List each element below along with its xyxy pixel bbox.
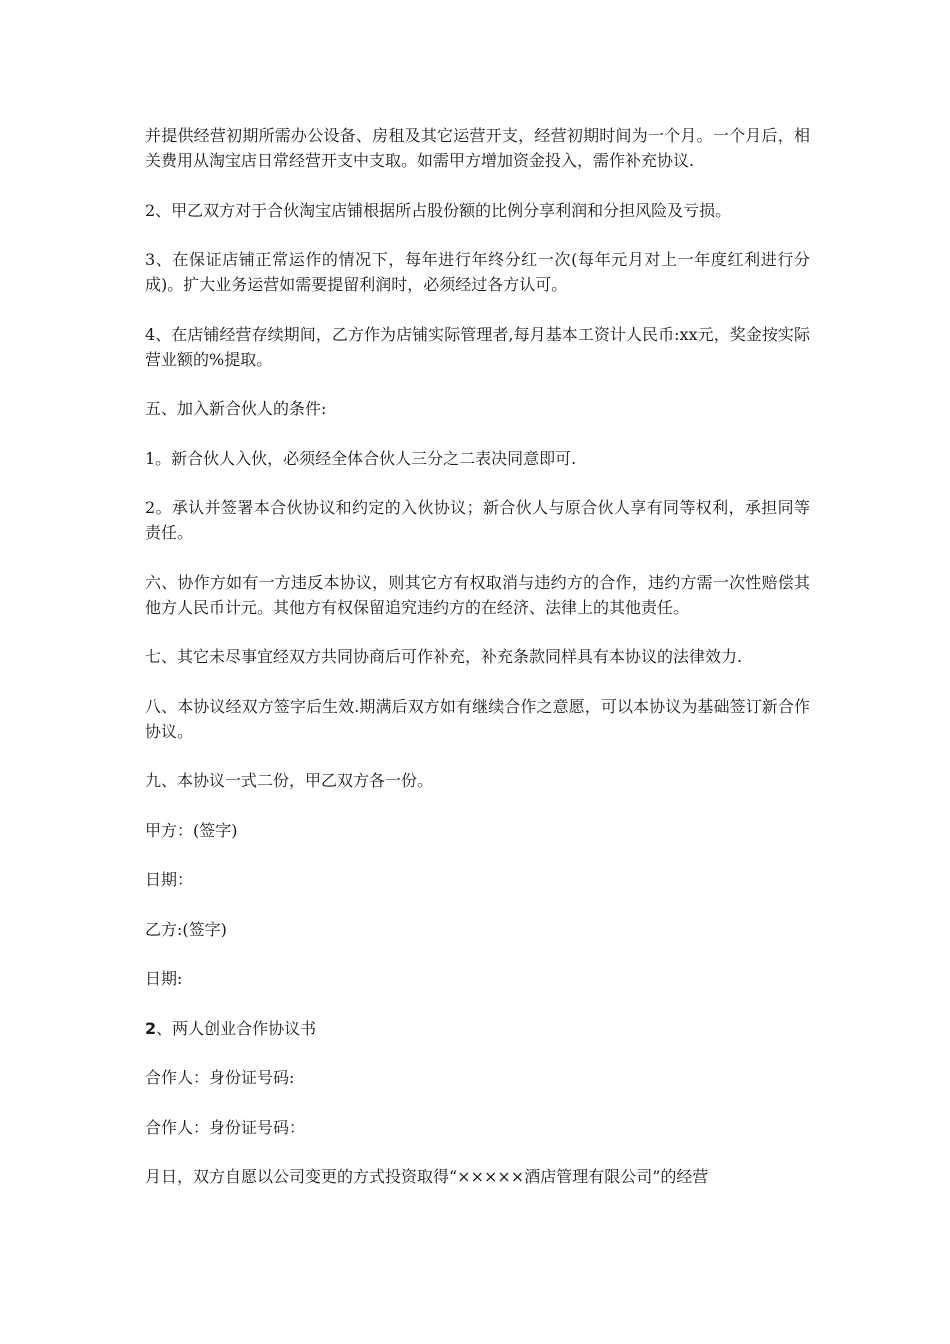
paragraph-new-partner-rights: 2。承认并签署本合伙协议和约定的入伙协议；新合伙人与原合伙人享有同等权利，承担同等责任。 [145,498,810,542]
section-heading-new-partner: 五、加入新合伙人的条件: [145,399,327,418]
paragraph-new-partner-vote: 1。新合伙人入伙，必须经全体合伙人三分之二表决同意即可. [145,448,577,468]
partner-id-line-2: 合作人：身份证号码： [145,1117,306,1137]
section-number: 2 [145,1018,157,1038]
section-title-two-person-agreement [145,1016,810,1041]
paragraph-profit-sharing: 2、甲乙双方对于合伙淘宝店铺根据所占股份额的比例分享利润和分担风险及亏损。 [145,200,732,220]
paragraph-operating-costs: 并提供经营初期所需办公设备、房租及其它运营开支，经营初期时间为一个月。一个月后，相关费用从淘宝店日常经营开支中支取。如需甲方增加资金投入，需作补充协议. [145,126,810,170]
document-body [145,123,810,1214]
date-party-a: 日期： [145,870,194,889]
paragraph-investment-intro: 月日，双方自愿以公司变更的方式投资取得“×××××酒店管理有限公司”的经营 [145,1167,709,1186]
partner-id-line-1: 合作人：身份证号码: [145,1068,295,1087]
section-title-text: 、两人创业合作协议书 [156,1018,317,1038]
paragraph-breach-of-contract: 六、协作方如有一方违反本协议，则其它方有权取消与违约方的合作，违约方需一次性赔偿其他方人民币计元。其他方有权保留追究违约方的在经济、法律上的其他责任。 [145,572,810,617]
signature-party-a: 甲方：(签字) [145,820,238,840]
paragraph-supplementary-terms: 七、其它未尽事宜经双方共同协商后可作补充，补充条款同样具有本协议的法律效力. [145,647,743,666]
date-party-b: 日期: [145,969,183,988]
paragraph-manager-salary: 4、在店铺经营存续期间，乙方作为店铺实际管理者,每月基本工资计人民币:xx元，奖金按实际营业额的%提取。 [145,324,810,369]
paragraph-copies: 九、本协议一式二份，甲乙双方各一份。 [145,771,434,790]
paragraph-effectiveness: 八、本协议经双方签字后生效.期满后双方如有继续合作之意愿，可以本协议为基础签订新合作协议。 [145,696,810,741]
signature-party-b: 乙方:(签字) [145,919,227,939]
paragraph-year-end-dividend: 3、在保证店铺正常运作的情况下，每年进行年终分红一次(每年元月对上一年度红利进行分成)。扩大业务运营如需要提留利润时，必须经过各方认可。 [145,250,810,294]
